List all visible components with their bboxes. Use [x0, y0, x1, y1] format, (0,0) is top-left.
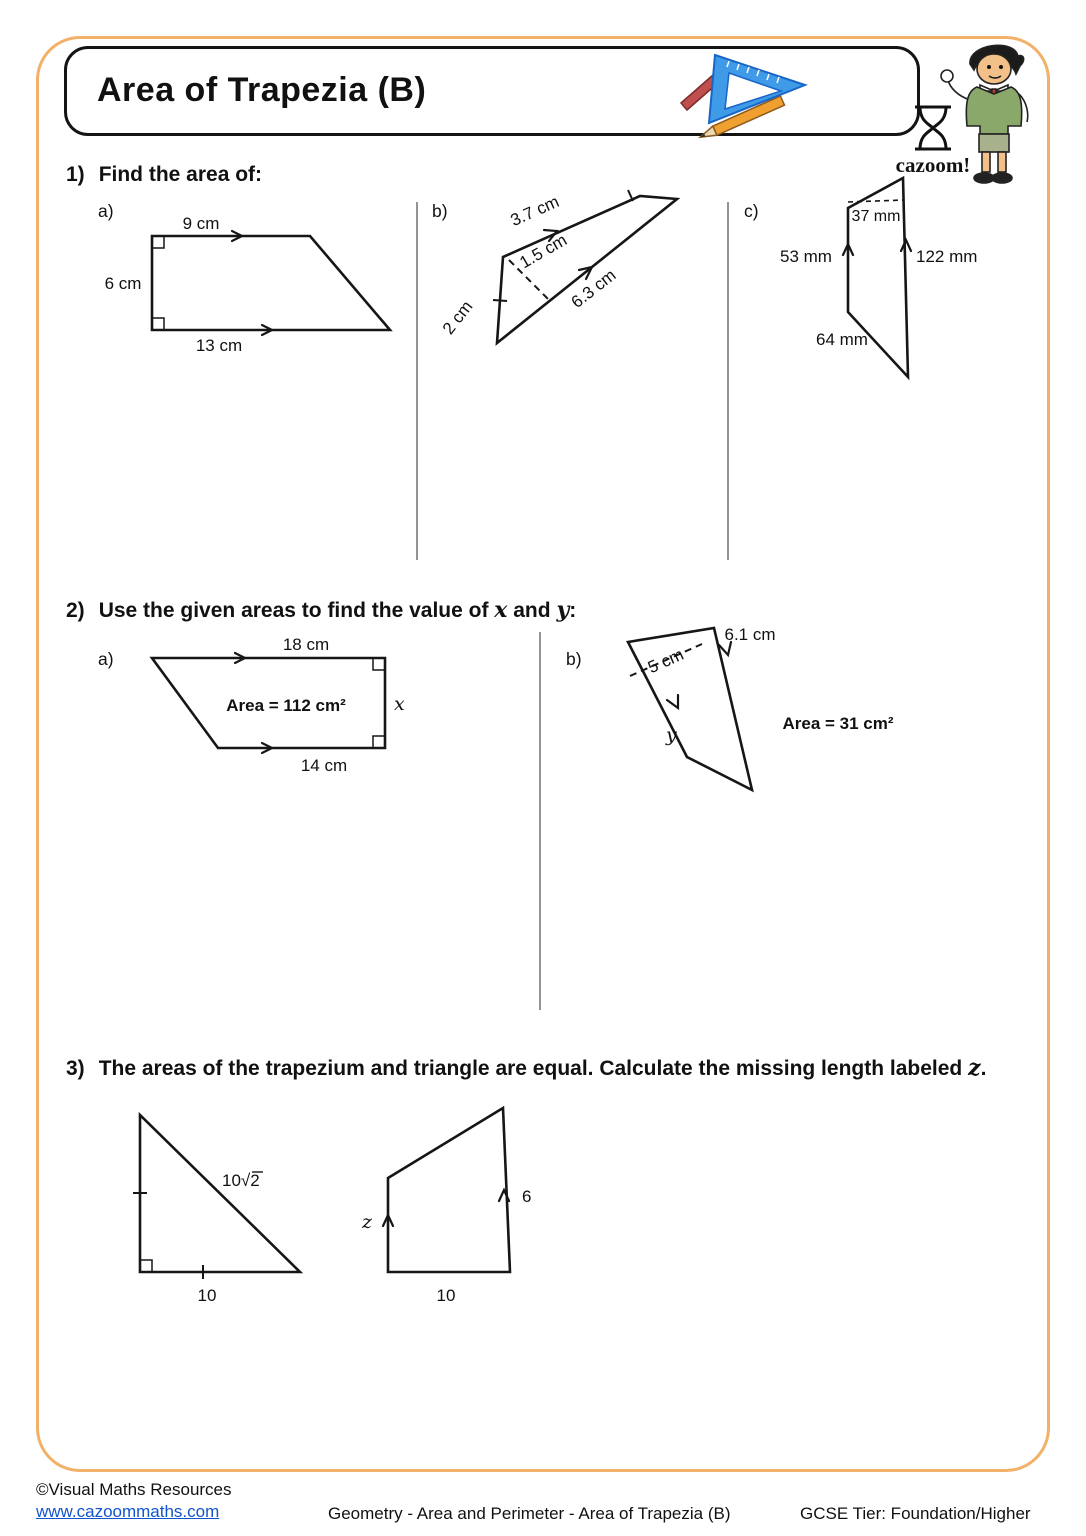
mascot-leg-right — [998, 152, 1006, 172]
q3-z-label: z — [362, 1211, 373, 1233]
mascot-jacket — [966, 87, 1021, 134]
q2b-trapezium-outline — [628, 628, 752, 790]
set-square-pencil-icon — [679, 53, 811, 139]
q1b-part-label: b) — [432, 201, 448, 221]
question-2-number: 2) — [66, 599, 85, 622]
q3-text-1: The areas of the trapezium and triangle are equal. Calculate the missing length labeled — [98, 1057, 969, 1080]
question-2-text — [99, 599, 577, 622]
q2a-bottom-label: 14 cm — [300, 756, 348, 775]
right-angle-mark — [152, 318, 164, 330]
mascot-leg-left — [982, 152, 990, 172]
q2b-height-label: 5 cm — [645, 644, 687, 678]
footer-copyright: ©Visual Maths Resources — [36, 1480, 232, 1499]
q2-text-3: : — [569, 599, 577, 622]
q3-text-2: . — [980, 1057, 987, 1080]
q1a-top-label: 9 cm — [182, 214, 220, 233]
q1c-part-label: c) — [744, 201, 759, 221]
q2b-area-label: Area = 31 cm² — [782, 714, 894, 733]
q2b-slant-label: 6.1 cm — [724, 625, 776, 644]
q2-var-y: y — [556, 597, 570, 623]
q2-var-x: x — [494, 597, 508, 623]
right-angle-mark — [152, 236, 164, 248]
q3-right-label: 6 — [522, 1187, 532, 1206]
right-angle-mark — [373, 658, 385, 670]
question-1-diagrams — [60, 170, 1050, 570]
q1b-left-label: 2 cm — [438, 297, 477, 338]
mascot-hand — [941, 70, 953, 82]
q1b-top-label: 3.7 cm — [507, 191, 562, 231]
worksheet-title: Area of Trapezia (B) — [97, 71, 427, 109]
q3-trapezium-outline — [388, 1108, 510, 1272]
footer-topic: Geometry - Area and Perimeter - Area of Trapezia (B) — [328, 1504, 731, 1523]
question-3-diagrams — [60, 1080, 1050, 1330]
question-1-number: 1) — [66, 163, 85, 186]
q2b-y-label: y — [666, 724, 677, 746]
q1a-part-label: a) — [98, 201, 114, 221]
mascot-boy-illustration — [936, 38, 1042, 188]
q2-text-1: Use the given areas to find the value of — [98, 599, 495, 622]
q1a-left-label: 6 cm — [104, 274, 142, 293]
q2-text-2: and — [507, 599, 557, 622]
q1b-height-label: 1.5 cm — [516, 230, 571, 273]
q3-hypotenuse-label: 10√2 — [222, 1171, 260, 1190]
mascot-eye-left — [987, 65, 991, 69]
q2b-part-label: b) — [566, 649, 582, 669]
mascot-raised-arm — [948, 80, 970, 100]
q2a-part-label: a) — [98, 649, 114, 669]
parallel-arrow — [667, 695, 678, 708]
q3-var-z: z — [968, 1055, 981, 1081]
dashed-width-line — [848, 200, 904, 202]
q2a-top-label: 18 cm — [282, 635, 330, 654]
right-angle-mark — [140, 1260, 152, 1272]
q3-triangle-outline — [140, 1115, 300, 1272]
mascot-eye-right — [999, 65, 1003, 69]
q3-triangle-base-label: 10 — [197, 1286, 217, 1305]
footer-website-link[interactable]: www.cazoommaths.com — [36, 1502, 220, 1521]
right-angle-mark — [373, 736, 385, 748]
q1a-bottom-label: 13 cm — [195, 336, 243, 355]
q1c-top-label: 37 mm — [851, 208, 901, 225]
q2a-x-label: x — [394, 693, 405, 715]
question-2-diagrams — [60, 620, 1050, 1020]
q1c-bottom-label: 64 mm — [816, 330, 868, 349]
q1a-trapezium-outline — [152, 236, 390, 330]
q1c-left-label: 53 mm — [780, 247, 832, 266]
question-3-text — [99, 1057, 987, 1080]
tick-mark — [493, 300, 507, 301]
mascot-shorts — [979, 134, 1009, 152]
mascot-face — [977, 54, 1011, 84]
cazoom-logo-text: cazoom! — [895, 153, 971, 177]
q3-trapezium-bottom-label: 10 — [436, 1286, 456, 1305]
q2a-area-label: Area = 112 cm² — [226, 696, 346, 715]
question-3-number: 3) — [66, 1057, 85, 1080]
q1c-right-label: 122 mm — [916, 247, 978, 266]
question-3-heading — [66, 1055, 986, 1081]
footer-tier: GCSE Tier: Foundation/Higher — [800, 1504, 1031, 1523]
q1b-bottom-label: 6.3 cm — [567, 265, 620, 312]
question-1-text: Find the area of: — [98, 163, 263, 186]
